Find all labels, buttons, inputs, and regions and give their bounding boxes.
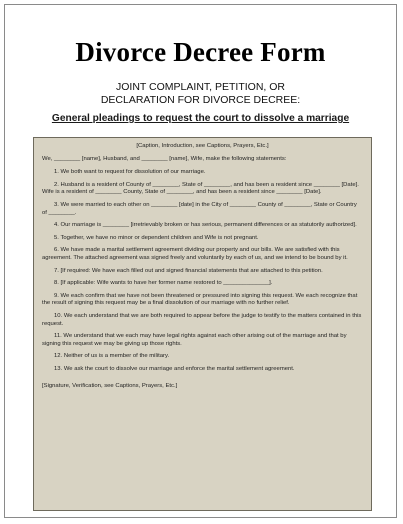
form-paragraph-7: 7. [If required: We have each filled out and signed financial statements that are attached to this petition. [54, 267, 323, 274]
form-paragraph-5: 5. Together, we have no minor or dependent children and Wife is not pregnant. [54, 234, 259, 241]
form-paragraph-3: 3. We were married to each other on ________ [date] in the City of ________ County of ________, State or Country of ________. [42, 201, 357, 216]
form-paragraph-10: 10. We each understand that we are both required to appear before the judge to testify to the matters contained in this request. [42, 312, 362, 327]
form-paragraph-8: 8. [If applicable: Wife wants to have her former name restored to ______________]. [54, 280, 273, 287]
caption-top: [Caption, Introduction, see Captions, Prayers, Etc.] [136, 143, 269, 149]
document-page [4, 4, 397, 518]
form-paragraph-11: 11. We understand that we each may have legal rights against each other arising out of the marriage and that by signing this request we may be giving up those rights. [42, 333, 347, 347]
form-body [33, 137, 372, 511]
form-paragraph-1: 1. We both want to request for dissolution of our marriage. [54, 169, 206, 176]
heading-line-2: DECLARATION FOR DIVORCE DECREE: [100, 94, 301, 106]
form-paragraph-13: 13. We ask the court to dissolve our marriage and enforce the marital settlement agreement. [54, 365, 295, 372]
heading-line-1: JOINT COMPLAINT, PETITION, OR [116, 81, 285, 93]
document-subheading: General pleadings to request the court to dissolve a marriage [51, 113, 350, 124]
caption-bottom: [Signature, Verification, see Captions, Prayers, Etc.] [42, 383, 178, 390]
form-paragraph-12: 12. Neither of us is a member of the military. [54, 353, 170, 360]
form-paragraph-9: 9. We each confirm that we have not been threatened or pressured into signing this request. We each recognize that the result of signing this request may be a final dissolution of our marriage with no further relief. [42, 292, 358, 307]
form-intro: We, ________ [name], Husband, and ________ [name], Wife, make the following statements: [42, 155, 287, 162]
form-paragraph-2: 2. Husband is a resident of County of ________, State of ________, and has been a resident since ________ [Date]. Wife is a resident of ________ County, State of ________, and has been a resident since ________ [Date]. [42, 181, 359, 196]
form-paragraph-6: 6. We have made a marital settlement agreement dividing our property and our bills. We are satisfied with this agreement. The attached agreement was signed freely and voluntarily by each of us, and we intend to be bound by it. [42, 247, 348, 261]
document-title: Divorce Decree Form [75, 37, 326, 67]
form-paragraph-4: 4. Our marriage is ________ [irretrievably broken or has serious, permanent differences or as statutorily authorized]. [54, 222, 357, 229]
document-heading [5, 81, 396, 107]
